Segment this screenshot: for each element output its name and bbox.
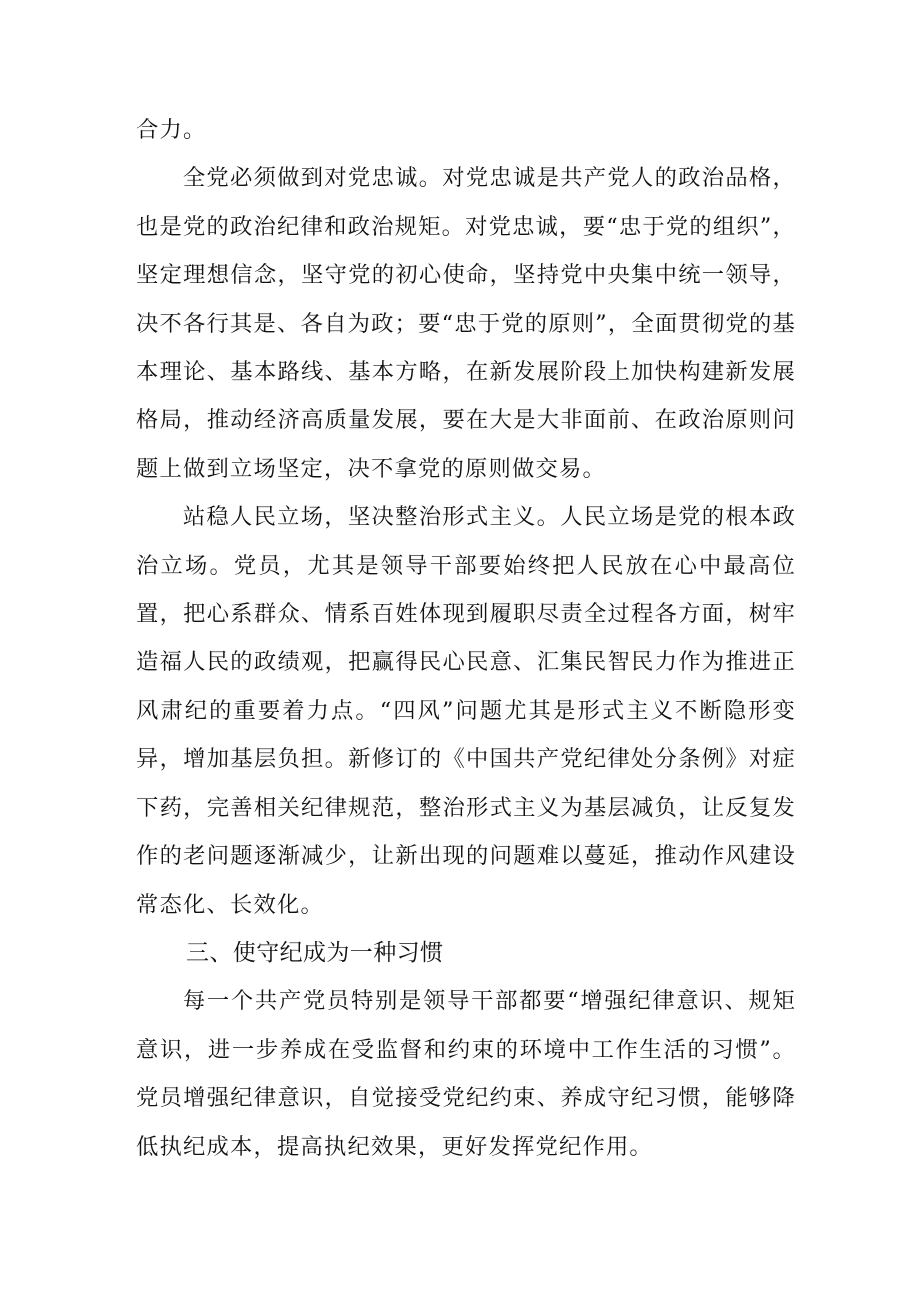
paragraph-discipline-habit: 每一个共产党员特别是领导干部都要“增强纪律意识、规矩意识，进一步养成在受监督和约束的环境中工作生活的习惯”。党员增强纪律意识，自觉接受党纪约束、养成守纪习惯，能够降低执纪成本，提高执纪效果，更好发挥党纪作用。: [136, 988, 796, 1160]
paragraph-party-loyalty: 全党必须做到对党忠诚。对党忠诚是共产党人的政治品格，也是党的政治纪律和政治规矩。对党忠诚，要“忠于党的组织”，坚定理想信念，坚守党的初心使命，坚持党中央集中统一领导，决不各行其是、各自为政；要“忠于党的原则”，全面贯彻党的基本理论、基本路线、基本方略，在新发展阶段上加快构建新发展格局，推动经济高质量发展，要在大是大非面前、在政治原则问题上做到立场坚定，决不拿党的原则做交易。: [136, 165, 796, 482]
paragraph-people-stance: 站稳人民立场，坚决整治形式主义。人民立场是党的根本政治立场。党员，尤其是领导干部要始终把人民放在心中最高位置，把心系群众、情系百姓体现到履职尽责全过程各方面，树牢造福人民的政绩观，把赢得民心民意、汇集民智民力作为推进正风肃纪的重要着力点。“四风”问题尤其是形式主义不断隐形变异，增加基层负担。新修订的《中国共产党纪律处分条例》对症下药，完善相关纪律规范，整治形式主义为基层减负，让反复发作的老问题逐渐减少，让新出现的问题难以蔓延，推动作风建设常态化、长效化。: [136, 504, 796, 918]
paragraph-continuation: 合力。: [136, 117, 207, 143]
document-body: [136, 106, 796, 1171]
section-heading: 三、使守纪成为一种习惯: [186, 939, 444, 966]
